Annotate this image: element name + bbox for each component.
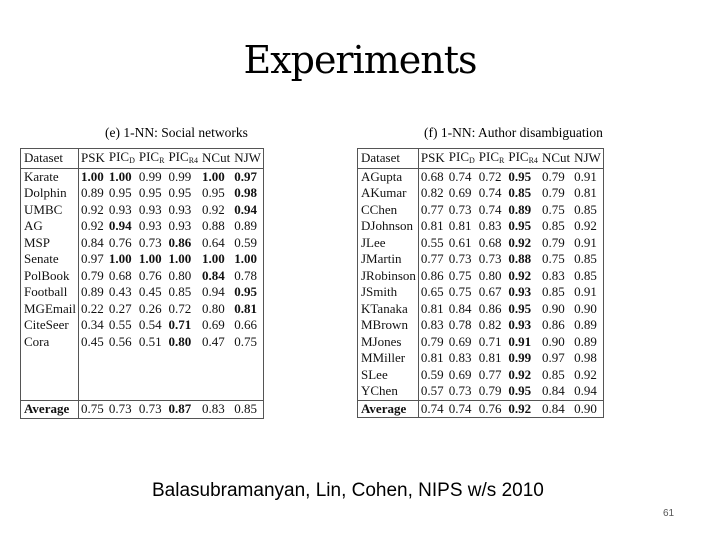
dataset-name-cell: MJones <box>358 334 419 351</box>
score-cell: 0.91 <box>508 333 532 349</box>
score-cell: 0.81 <box>234 300 257 316</box>
score-cell: 0.77 <box>478 366 502 382</box>
dataset-name-cell: JSmith <box>358 284 419 301</box>
score-cell: 0.54 <box>138 317 162 332</box>
column-header: $PIC_D$ <box>448 149 475 165</box>
column-header: Dataset <box>358 149 419 169</box>
score-cell: 0.85 <box>541 284 565 299</box>
spacer-row <box>21 350 264 401</box>
table-row <box>21 301 264 318</box>
table-row <box>358 268 604 285</box>
average-row <box>358 400 604 418</box>
score-cell: 0.93 <box>508 317 532 332</box>
score-cell: 0.85 <box>574 251 597 266</box>
dataset-name-cell: MMiller <box>358 350 419 367</box>
dataset-name-cell: JRobinson <box>358 268 419 285</box>
average-label-cell: Average <box>21 401 79 419</box>
score-cell: 1.00 <box>81 168 104 184</box>
score-cell: 0.92 <box>81 201 104 217</box>
score-cell: 0.85 <box>508 185 532 200</box>
average-score-cell: 0.75 <box>81 401 104 416</box>
score-cell: 0.86 <box>168 234 192 250</box>
table-row <box>21 235 264 252</box>
average-score-cell: 0.76 <box>478 400 502 416</box>
average-score-cell: 0.83 <box>202 401 225 416</box>
score-cell: 0.82 <box>420 185 444 200</box>
score-cell: 0.79 <box>541 185 565 200</box>
score-cell: 0.84 <box>202 267 225 283</box>
score-cell: 0.59 <box>234 234 257 250</box>
table-row <box>358 367 604 384</box>
dataset-name-cell: CChen <box>358 202 419 219</box>
score-cell: 0.59 <box>420 366 444 382</box>
score-cell: 1.00 <box>202 168 225 184</box>
score-cell: 0.57 <box>420 383 444 398</box>
score-cell: 0.26 <box>138 300 162 316</box>
score-cell: 0.81 <box>478 350 502 365</box>
column-header: NJW <box>574 150 601 165</box>
score-cell: 0.89 <box>508 201 532 217</box>
score-cell: 0.93 <box>108 201 132 217</box>
score-cell: 0.91 <box>574 234 597 250</box>
table-caption-author: (f) 1-NN: Author disambiguation <box>424 125 603 140</box>
score-cell: 0.84 <box>81 234 104 250</box>
score-cell: 0.79 <box>541 234 565 250</box>
score-cell: 0.75 <box>448 267 472 283</box>
score-cell: 0.55 <box>420 234 444 250</box>
table-row <box>358 284 604 301</box>
score-cell: 0.84 <box>448 300 472 316</box>
dataset-name-cell: AGupta <box>358 168 419 185</box>
score-cell: 0.64 <box>202 234 225 250</box>
column-header: $PIC_{R4}$ <box>168 149 199 165</box>
dataset-name-cell: Cora <box>21 334 79 351</box>
score-cell: 0.75 <box>541 201 565 217</box>
page-number: 61 <box>663 508 675 519</box>
table-row <box>358 334 604 351</box>
score-cell: 0.65 <box>420 284 444 299</box>
score-cell: 0.95 <box>202 185 225 200</box>
table-row <box>21 168 264 185</box>
score-cell: 0.77 <box>420 201 444 217</box>
score-cell: 0.67 <box>478 284 502 299</box>
score-cell: 0.69 <box>448 185 472 200</box>
spacer-cell <box>166 350 200 401</box>
score-cell: 0.93 <box>168 218 192 233</box>
score-cell: 0.81 <box>420 300 444 316</box>
score-cell: 0.91 <box>574 168 597 184</box>
score-cell: 1.00 <box>108 251 132 266</box>
dataset-name-cell: DJohnson <box>358 218 419 235</box>
table-author-disambiguation <box>357 148 604 418</box>
score-cell: 0.86 <box>541 317 565 332</box>
score-cell: 0.76 <box>138 267 162 283</box>
score-cell: 0.94 <box>202 284 225 299</box>
score-cell: 0.73 <box>138 234 162 250</box>
dataset-name-cell: YChen <box>358 383 419 400</box>
score-cell: 0.69 <box>448 366 472 382</box>
score-cell: 0.99 <box>168 168 192 184</box>
column-header: $PIC_D$ <box>108 149 135 165</box>
score-cell: 0.83 <box>448 350 472 365</box>
score-cell: 0.93 <box>138 201 162 217</box>
spacer-cell <box>137 350 167 401</box>
dataset-name-cell: MSP <box>21 235 79 252</box>
table-row <box>21 284 264 301</box>
score-cell: 0.92 <box>508 234 532 250</box>
score-cell: 0.71 <box>168 317 192 332</box>
score-cell: 0.83 <box>541 267 565 283</box>
column-header: PSK <box>420 150 445 165</box>
dataset-name-cell: JMartin <box>358 251 419 268</box>
score-cell: 0.81 <box>448 218 472 233</box>
column-header: NJW <box>234 150 261 165</box>
score-cell: 0.85 <box>541 366 565 382</box>
average-score-cell: 0.73 <box>138 401 162 416</box>
score-cell: 0.97 <box>81 251 104 266</box>
score-cell: 0.68 <box>108 267 132 283</box>
score-cell: 0.79 <box>81 267 104 283</box>
spacer-cell <box>107 350 137 401</box>
average-score-cell: 0.73 <box>108 401 132 416</box>
score-cell: 0.93 <box>138 218 162 233</box>
score-cell: 0.86 <box>478 300 502 316</box>
score-cell: 0.72 <box>478 168 502 184</box>
score-cell: 0.85 <box>574 201 597 217</box>
table-row <box>21 317 264 334</box>
spacer-cell <box>232 350 263 401</box>
table-row <box>21 334 264 351</box>
score-cell: 0.79 <box>541 168 565 184</box>
average-score-cell: 0.74 <box>420 400 444 416</box>
dataset-name-cell: Karate <box>21 168 79 185</box>
score-cell: 0.80 <box>202 300 225 316</box>
score-cell: 0.83 <box>420 317 444 332</box>
table-row <box>358 317 604 334</box>
score-cell: 0.77 <box>420 251 444 266</box>
column-header: PSK <box>81 150 105 165</box>
score-cell: 0.91 <box>574 284 597 299</box>
dataset-name-cell: Football <box>21 284 79 301</box>
header-row <box>358 149 604 169</box>
score-cell: 0.97 <box>234 168 257 184</box>
table-row <box>358 251 604 268</box>
score-cell: 0.75 <box>448 284 472 299</box>
score-cell: 0.74 <box>478 185 502 200</box>
score-cell: 0.95 <box>508 300 532 316</box>
score-cell: 0.78 <box>234 267 257 283</box>
score-cell: 0.69 <box>448 333 472 349</box>
score-cell: 0.95 <box>508 383 532 398</box>
average-label-cell: Average <box>358 400 419 418</box>
score-cell: 0.89 <box>574 317 597 332</box>
score-cell: 0.93 <box>168 201 192 217</box>
dataset-name-cell: AKumar <box>358 185 419 202</box>
score-cell: 0.82 <box>478 317 502 332</box>
table-row <box>358 350 604 367</box>
dataset-name-cell: JLee <box>358 235 419 252</box>
table-row <box>358 202 604 219</box>
column-header: $PIC_R$ <box>478 149 505 165</box>
score-cell: 0.94 <box>108 218 132 233</box>
score-cell: 0.85 <box>574 267 597 283</box>
score-cell: 0.92 <box>574 366 597 382</box>
score-cell: 0.85 <box>541 218 565 233</box>
header-row <box>21 149 264 169</box>
spacer-cell <box>21 350 79 401</box>
score-cell: 0.34 <box>81 317 104 332</box>
average-score-cell: 0.85 <box>234 401 257 416</box>
score-cell: 0.98 <box>574 350 597 365</box>
average-row <box>21 401 264 419</box>
score-cell: 0.74 <box>478 201 502 217</box>
score-cell: 0.92 <box>508 366 532 382</box>
column-header: $PIC_R$ <box>138 149 165 165</box>
score-cell: 0.76 <box>108 234 132 250</box>
dataset-name-cell: UMBC <box>21 202 79 219</box>
average-score-cell: 0.87 <box>168 401 192 416</box>
score-cell: 0.68 <box>420 168 444 184</box>
table-row <box>358 168 604 185</box>
column-header: Dataset <box>21 149 79 169</box>
score-cell: 0.81 <box>574 185 597 200</box>
score-cell: 0.51 <box>138 333 162 349</box>
score-cell: 0.55 <box>108 317 132 332</box>
table-social-networks <box>20 148 264 419</box>
score-cell: 0.93 <box>508 284 532 299</box>
score-cell: 0.90 <box>541 300 565 316</box>
score-cell: 0.80 <box>168 267 192 283</box>
table-row <box>358 185 604 202</box>
score-cell: 0.47 <box>202 333 225 349</box>
table-row <box>358 235 604 252</box>
score-cell: 0.56 <box>108 333 132 349</box>
citation-credit: Balasubramanyan, Lin, Cohen, NIPS w/s 2010 <box>152 480 544 501</box>
average-score-cell: 0.92 <box>508 400 532 416</box>
table-row <box>358 383 604 400</box>
score-cell: 1.00 <box>138 251 162 266</box>
score-cell: 0.98 <box>234 185 257 200</box>
column-header: NCut <box>202 150 231 165</box>
average-score-cell: 0.74 <box>448 400 472 416</box>
table-row <box>21 251 264 268</box>
score-cell: 0.95 <box>508 218 532 233</box>
dataset-name-cell: Senate <box>21 251 79 268</box>
score-cell: 0.92 <box>81 218 104 233</box>
score-cell: 0.73 <box>478 251 502 266</box>
score-cell: 1.00 <box>108 168 132 184</box>
score-cell: 0.73 <box>448 383 472 398</box>
dataset-name-cell: MBrown <box>358 317 419 334</box>
dataset-name-cell: AG <box>21 218 79 235</box>
table-caption-social: (e) 1-NN: Social networks <box>105 125 248 140</box>
dataset-name-cell: MGEmail <box>21 301 79 318</box>
score-cell: 0.78 <box>448 317 472 332</box>
score-cell: 0.73 <box>448 201 472 217</box>
dataset-name-cell: Dolphin <box>21 185 79 202</box>
spacer-cell <box>79 350 107 401</box>
score-cell: 0.75 <box>541 251 565 266</box>
score-cell: 0.89 <box>574 333 597 349</box>
column-header: $PIC_{R4}$ <box>508 149 538 165</box>
score-cell: 0.94 <box>574 383 597 398</box>
score-cell: 0.68 <box>478 234 502 250</box>
score-cell: 0.43 <box>108 284 132 299</box>
table-row <box>358 218 604 235</box>
score-cell: 0.81 <box>420 350 444 365</box>
score-cell: 0.84 <box>541 383 565 398</box>
score-cell: 1.00 <box>202 251 225 266</box>
score-cell: 0.74 <box>448 168 472 184</box>
score-cell: 0.92 <box>202 201 225 217</box>
score-cell: 0.45 <box>138 284 162 299</box>
score-cell: 0.71 <box>478 333 502 349</box>
score-cell: 0.81 <box>420 218 444 233</box>
score-cell: 0.66 <box>234 317 257 332</box>
score-cell: 0.45 <box>81 333 104 349</box>
score-cell: 0.22 <box>81 300 104 316</box>
score-cell: 0.69 <box>202 317 225 332</box>
score-cell: 0.72 <box>168 300 192 316</box>
score-cell: 0.73 <box>448 251 472 266</box>
score-cell: 0.92 <box>508 267 532 283</box>
table-row <box>21 218 264 235</box>
table-row <box>21 202 264 219</box>
dataset-name-cell: PolBook <box>21 268 79 285</box>
score-cell: 0.95 <box>138 185 162 200</box>
table-row <box>358 301 604 318</box>
dataset-name-cell: CiteSeer <box>21 317 79 334</box>
spacer-cell <box>200 350 232 401</box>
score-cell: 0.95 <box>234 284 257 299</box>
dataset-name-cell: KTanaka <box>358 301 419 318</box>
score-cell: 1.00 <box>234 251 257 266</box>
score-cell: 0.90 <box>574 300 597 316</box>
score-cell: 0.79 <box>420 333 444 349</box>
score-cell: 0.86 <box>420 267 444 283</box>
score-cell: 0.88 <box>508 251 532 266</box>
score-cell: 0.80 <box>478 267 502 283</box>
average-score-cell: 0.90 <box>574 400 597 416</box>
table-row <box>21 268 264 285</box>
score-cell: 0.95 <box>508 168 532 184</box>
score-cell: 0.85 <box>168 284 192 299</box>
score-cell: 0.90 <box>541 333 565 349</box>
score-cell: 0.95 <box>108 185 132 200</box>
score-cell: 0.94 <box>234 201 257 217</box>
score-cell: 0.89 <box>81 284 104 299</box>
score-cell: 0.92 <box>574 218 597 233</box>
dataset-name-cell: SLee <box>358 367 419 384</box>
average-score-cell: 0.84 <box>541 400 565 416</box>
score-cell: 0.89 <box>234 218 257 233</box>
score-cell: 0.95 <box>168 185 192 200</box>
score-cell: 0.89 <box>81 185 104 200</box>
score-cell: 0.97 <box>541 350 565 365</box>
score-cell: 0.80 <box>168 333 192 349</box>
score-cell: 0.83 <box>478 218 502 233</box>
table-row <box>21 185 264 202</box>
score-cell: 0.79 <box>478 383 502 398</box>
score-cell: 0.61 <box>448 234 472 250</box>
slide-title: Experiments <box>243 38 477 82</box>
score-cell: 0.99 <box>508 350 532 365</box>
column-header: NCut <box>541 150 571 165</box>
score-cell: 0.88 <box>202 218 225 233</box>
score-cell: 0.27 <box>108 300 132 316</box>
score-cell: 0.99 <box>138 168 162 184</box>
score-cell: 1.00 <box>168 251 192 266</box>
score-cell: 0.75 <box>234 333 257 349</box>
